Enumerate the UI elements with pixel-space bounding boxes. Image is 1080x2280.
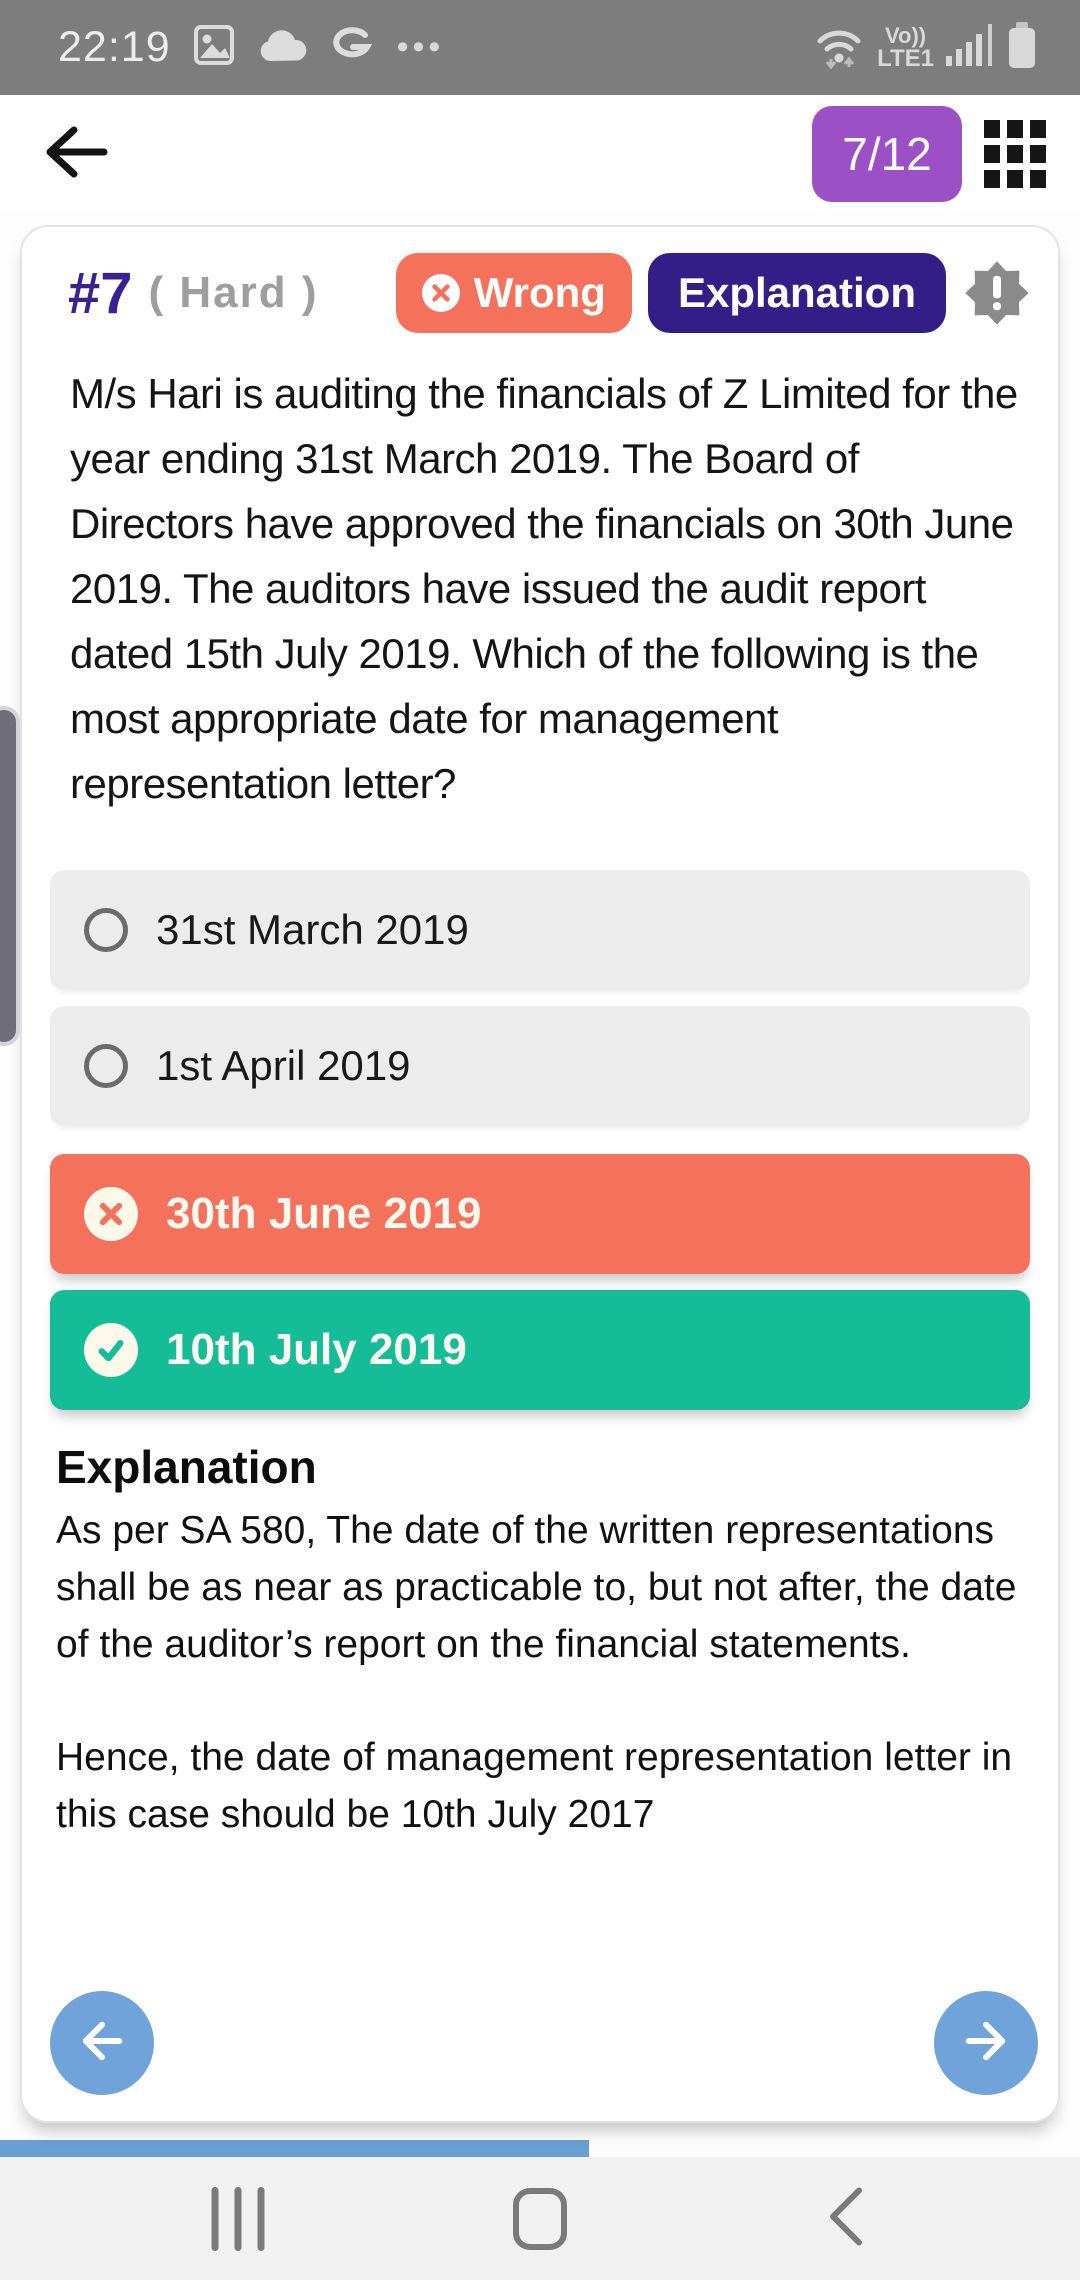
option-1[interactable]: 31st March 2019 xyxy=(50,870,1030,990)
check-icon xyxy=(84,1323,138,1377)
progress-fill xyxy=(0,2140,589,2157)
explanation-paragraph-2: Hence, the date of management representation letter in this case should be 10th July 2017 xyxy=(56,1736,1013,1836)
explanation-heading: Explanation xyxy=(56,1441,317,1493)
option-2[interactable]: 1st April 2019 xyxy=(50,1006,1030,1126)
image-icon xyxy=(193,24,235,71)
system-nav-bar xyxy=(0,2157,1080,2280)
radio-icon xyxy=(84,1044,128,1088)
home-icon[interactable] xyxy=(513,2188,567,2250)
result-chip-wrong xyxy=(396,253,632,333)
clock: 22:19 xyxy=(58,23,171,71)
question-counter-badge[interactable]: 7/12 xyxy=(812,106,962,202)
overflow-dots-icon: ••• xyxy=(396,28,445,66)
cloud-icon xyxy=(257,25,309,70)
result-chip-label: Wrong xyxy=(473,269,606,316)
progress-bar xyxy=(0,2140,1080,2157)
question-text: M/s Hari is auditing the financials of Z Limited for the year ending 31st March 2019. The Board of Directors have approved the financials on 30th June 2019. The auditors have issued the audit report dated 15th July 2019. Which of the following is the most appropriate date for management representation letter? xyxy=(70,370,1018,807)
scrollbar[interactable] xyxy=(0,706,20,1046)
question-number: #7 xyxy=(68,260,133,326)
explanation-paragraph-1: As per SA 580, The date of the written representations shall be as near as practicable to, but not after, the date of the auditor’s report on the financial statements. xyxy=(56,1509,1017,1666)
next-question-button[interactable] xyxy=(934,1991,1038,2095)
prev-arrow-icon xyxy=(76,2015,128,2072)
status-left-icons xyxy=(193,24,445,71)
option-3-wrong[interactable]: 30th June 2019 xyxy=(50,1154,1030,1274)
wifi-icon xyxy=(813,21,865,74)
prev-question-button[interactable] xyxy=(50,1991,154,2095)
battery-icon xyxy=(1006,21,1038,74)
cross-icon xyxy=(422,274,460,312)
options-list xyxy=(50,870,1030,1410)
signal-bars-icon xyxy=(946,22,994,73)
card-header xyxy=(50,251,1030,335)
app-header xyxy=(0,95,1080,213)
status-bar xyxy=(0,0,1080,95)
status-right-icons xyxy=(813,21,1038,74)
recents-icon[interactable] xyxy=(212,2187,265,2251)
network-type-label: Vo)) LTE1 xyxy=(877,22,934,72)
radio-icon xyxy=(84,908,128,952)
back-chevron-icon[interactable] xyxy=(826,2185,864,2252)
next-arrow-icon xyxy=(960,2015,1012,2072)
option-4-correct[interactable]: 10th July 2019 xyxy=(50,1290,1030,1410)
report-seal-icon[interactable] xyxy=(964,260,1030,326)
explanation-button[interactable]: Explanation xyxy=(648,253,946,333)
difficulty-label: ( Hard ) xyxy=(148,268,319,317)
swirl-icon xyxy=(331,25,375,70)
grid-icon[interactable] xyxy=(984,120,1046,188)
back-arrow-icon[interactable] xyxy=(40,123,110,186)
question-card xyxy=(20,225,1060,2123)
cross-icon xyxy=(84,1187,138,1241)
